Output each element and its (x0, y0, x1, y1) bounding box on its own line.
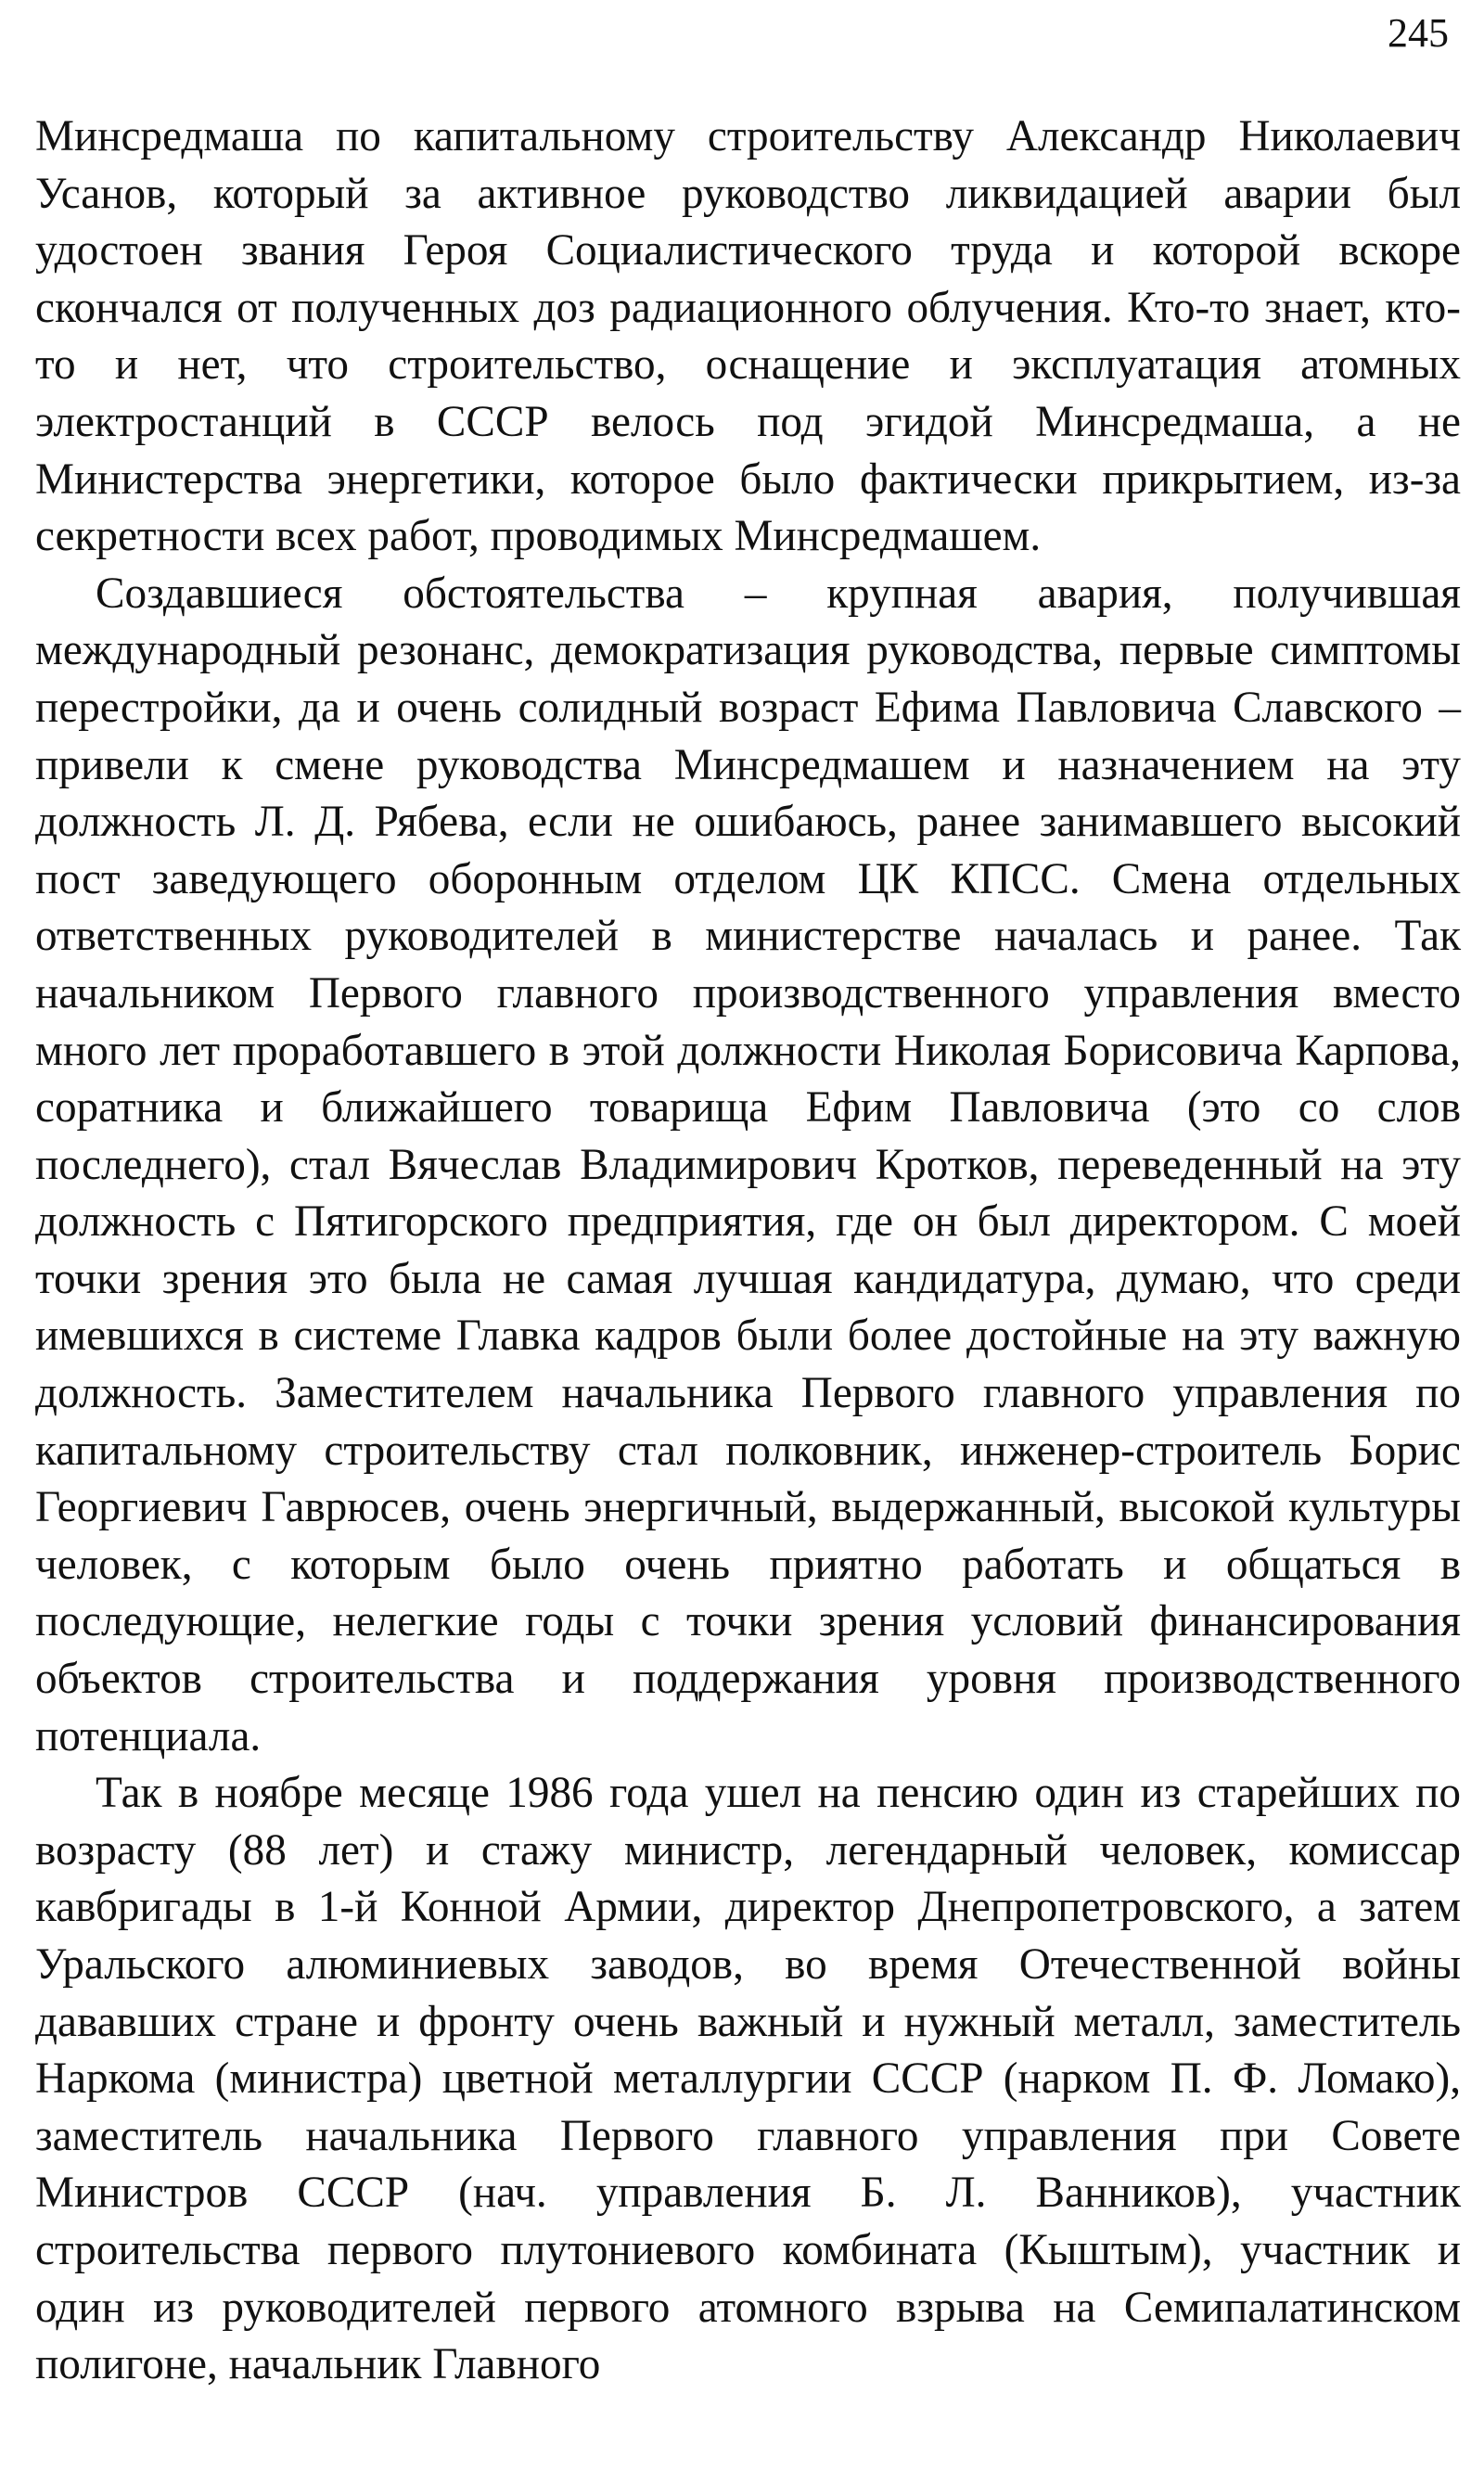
paragraph-1: Минсредмаша по капитальному строительству Александр Николаевич Усанов, который за активное руководство ликвидацией аварии был удостоен звания Героя Социалистического труда и которой вскоре скончался от полученных доз радиационного облучения. Кто-то знает, кто-то и нет, что строительство, оснащение и эксплуатация атомных электростанций в СССР велось под эгидой Минсредмаша, а не Министерства энергетики, которое было фактически прикрытием, из-за секретности всех работ, проводимых Минсредмашем. (35, 112, 1461, 561)
page-number: 245 (1388, 10, 1449, 56)
paragraph-2: Создавшиеся обстоятельства – крупная авария, получившая международный резонанс, демократизация руководства, первые симптомы перестройки, да и очень солидный возраст Ефима Павловича Славского – привели к смене руководства Минсредмашем и назначением на эту должность Л. Д. Рябева, если не ошибаюсь, ранее занимавшего высокий пост заведующего оборонным отделом ЦК КПСС. Смена отдельных ответственных руководителей в министерстве началась и ранее. Так начальником Первого главного производственного управления вместо много лет проработавшего в этой должности Николая Борисовича Карпова, соратника и ближайшего товарища Ефим Павловича (это со слов последнего), стал Вячеслав Владимирович Кротков, переведенный на эту должность с Пятигорского предприятия, где он был директором. С моей точки зрения это была не самая лучшая кандидатура, думаю, что среди имевшихся в системе Главка кадров были более достойные на эту важную должность. Заместителем начальника Первого главного управления по капитальному строительству стал полковник, инженер-строитель Борис Георгиевич Гаврюсев, очень энергичный, выдержанный, высокой культуры человек, с которым было очень приятно работать и общаться в последующие, нелегкие годы с точки зрения условий финансирования объектов строительства и поддержания уровня производственного потенциала. (35, 569, 1461, 1760)
paragraph-3: Так в ноябре месяце 1986 года ушел на пенсию один из старейших по возрасту (88 лет) и стажу министр, легендарный человек, комиссар кавбригады в 1-й Конной Армии, директор Днепропетровского, а затем Уральского алюминиевых заводов, во время Отечественной войны дававших стране и фронту очень важный и нужный металл, заместитель Наркома (министра) цветной металлургии СССР (нарком П. Ф. Ломако), заместитель начальника Первого главного управления при Совете Министров СССР (нач. управления Б. Л. Ванников), участник строительства первого плутониевого комбината (Кыштым), участник и один из руководителей первого атомного взрыва на Семипалатинском полигоне, начальник Главного (35, 1769, 1461, 2389)
page-body-text (35, 109, 1461, 2394)
